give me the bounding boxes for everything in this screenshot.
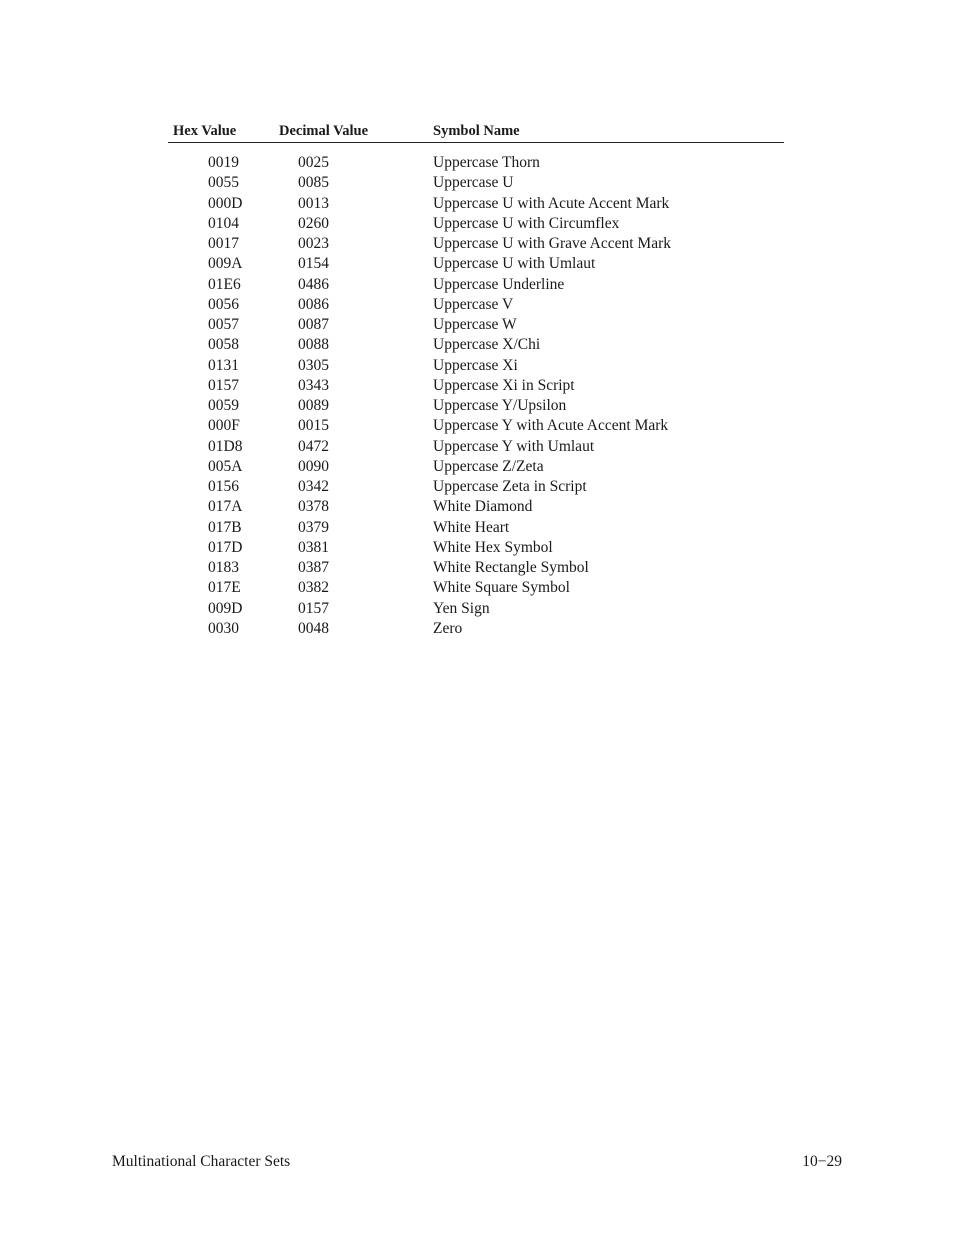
cell-symbol: White Heart [433, 518, 510, 536]
table-row [168, 518, 784, 538]
cell-decimal: 0086 [298, 295, 329, 313]
cell-hex: 01E6 [208, 275, 241, 293]
header-decimal-value: Decimal Value [279, 123, 369, 139]
cell-hex: 0056 [208, 295, 239, 313]
cell-hex: 0055 [208, 174, 239, 192]
footer-page-number: 10−29 [802, 1153, 842, 1170]
cell-symbol: Uppercase U [433, 174, 514, 192]
table-row [168, 376, 784, 396]
cell-decimal: 0157 [298, 599, 329, 617]
cell-decimal: 0154 [298, 255, 329, 273]
cell-symbol: Uppercase Z/Zeta [433, 457, 544, 475]
cell-decimal: 0382 [298, 579, 329, 597]
cell-symbol: Uppercase U with Umlaut [433, 255, 596, 273]
cell-decimal: 0023 [298, 235, 329, 252]
cell-decimal: 0260 [298, 214, 329, 232]
cell-decimal: 0378 [298, 498, 329, 516]
cell-decimal: 0089 [298, 397, 329, 414]
table-row [168, 558, 784, 578]
table-row [168, 477, 784, 497]
table-row [168, 254, 784, 274]
table-row [168, 315, 784, 335]
cell-decimal: 0090 [298, 457, 329, 475]
table-row [168, 234, 784, 254]
table-row [168, 396, 784, 416]
table-row [168, 335, 784, 355]
cell-symbol: Uppercase Y/Upsilon [433, 397, 567, 414]
cell-hex: 0017 [208, 235, 239, 252]
cell-decimal: 0013 [298, 194, 329, 212]
cell-symbol: Uppercase Zeta in Script [433, 478, 587, 495]
cell-decimal: 0085 [298, 174, 329, 192]
cell-hex: 009A [208, 255, 243, 273]
cell-hex: 0131 [208, 356, 239, 374]
table-row [168, 295, 784, 315]
cell-hex: 0058 [208, 336, 239, 354]
cell-symbol: Uppercase U with Grave Accent Mark [433, 235, 672, 252]
table-row [168, 497, 784, 517]
cell-decimal: 0087 [298, 316, 329, 333]
cell-decimal: 0048 [298, 619, 329, 637]
cell-hex: 0059 [208, 397, 239, 414]
cell-symbol: White Rectangle Symbol [433, 559, 589, 576]
table-row [168, 173, 784, 193]
cell-symbol: White Diamond [433, 498, 533, 516]
cell-hex: 0057 [208, 316, 239, 333]
cell-hex: 0030 [208, 619, 239, 637]
cell-symbol: Zero [433, 619, 463, 637]
table-row [168, 416, 784, 436]
table-row [168, 457, 784, 477]
footer-section-title: Multinational Character Sets [112, 1153, 291, 1170]
table-row [168, 214, 784, 234]
cell-decimal: 0088 [298, 336, 329, 354]
cell-hex: 017A [208, 498, 243, 516]
cell-hex: 017E [208, 579, 241, 597]
header-symbol-name: Symbol Name [433, 123, 520, 139]
cell-decimal: 0472 [298, 437, 329, 455]
cell-hex: 0104 [208, 214, 239, 232]
cell-symbol: Uppercase Y with Acute Accent Mark [433, 417, 669, 435]
cell-decimal: 0387 [298, 559, 329, 576]
cell-decimal: 0379 [298, 518, 329, 536]
table-row [168, 275, 784, 295]
cell-symbol: Yen Sign [433, 599, 490, 617]
cell-symbol: White Hex Symbol [433, 538, 553, 556]
cell-symbol: Uppercase Xi in Script [433, 376, 575, 394]
table-row [168, 194, 784, 214]
cell-hex: 0183 [208, 559, 239, 576]
table-row [168, 578, 784, 598]
cell-decimal: 0015 [298, 417, 329, 435]
character-table [168, 122, 784, 637]
cell-hex: 000F [208, 417, 240, 435]
cell-hex: 009D [208, 599, 243, 617]
cell-hex: 005A [208, 457, 243, 475]
cell-hex: 01D8 [208, 437, 243, 455]
cell-hex: 017B [208, 518, 242, 536]
table-row [168, 437, 784, 457]
cell-hex: 017D [208, 538, 243, 556]
table-body [168, 153, 784, 639]
cell-decimal: 0305 [298, 356, 329, 374]
cell-hex: 0157 [208, 376, 239, 394]
cell-symbol: Uppercase Xi [433, 356, 518, 374]
cell-hex: 0156 [208, 478, 239, 495]
table-row [168, 153, 784, 173]
cell-decimal: 0343 [298, 376, 329, 394]
table-header [168, 122, 784, 143]
table-row [168, 619, 784, 639]
cell-symbol: Uppercase V [433, 295, 514, 313]
cell-decimal: 0381 [298, 538, 329, 556]
cell-symbol: Uppercase Thorn [433, 154, 540, 171]
cell-decimal: 0342 [298, 478, 329, 495]
cell-decimal: 0486 [298, 275, 329, 293]
table-row [168, 538, 784, 558]
cell-symbol: Uppercase U with Acute Accent Mark [433, 194, 670, 212]
cell-decimal: 0025 [298, 154, 329, 171]
cell-symbol: Uppercase X/Chi [433, 336, 541, 354]
header-hex-value: Hex Value [173, 123, 237, 139]
cell-symbol: Uppercase U with Circumflex [433, 214, 620, 232]
cell-symbol: Uppercase W [433, 316, 517, 333]
cell-symbol: Uppercase Underline [433, 275, 565, 293]
table-row [168, 599, 784, 619]
cell-symbol: White Square Symbol [433, 579, 570, 597]
table-row [168, 356, 784, 376]
cell-hex: 000D [208, 194, 243, 212]
cell-symbol: Uppercase Y with Umlaut [433, 437, 595, 455]
cell-hex: 0019 [208, 154, 239, 171]
